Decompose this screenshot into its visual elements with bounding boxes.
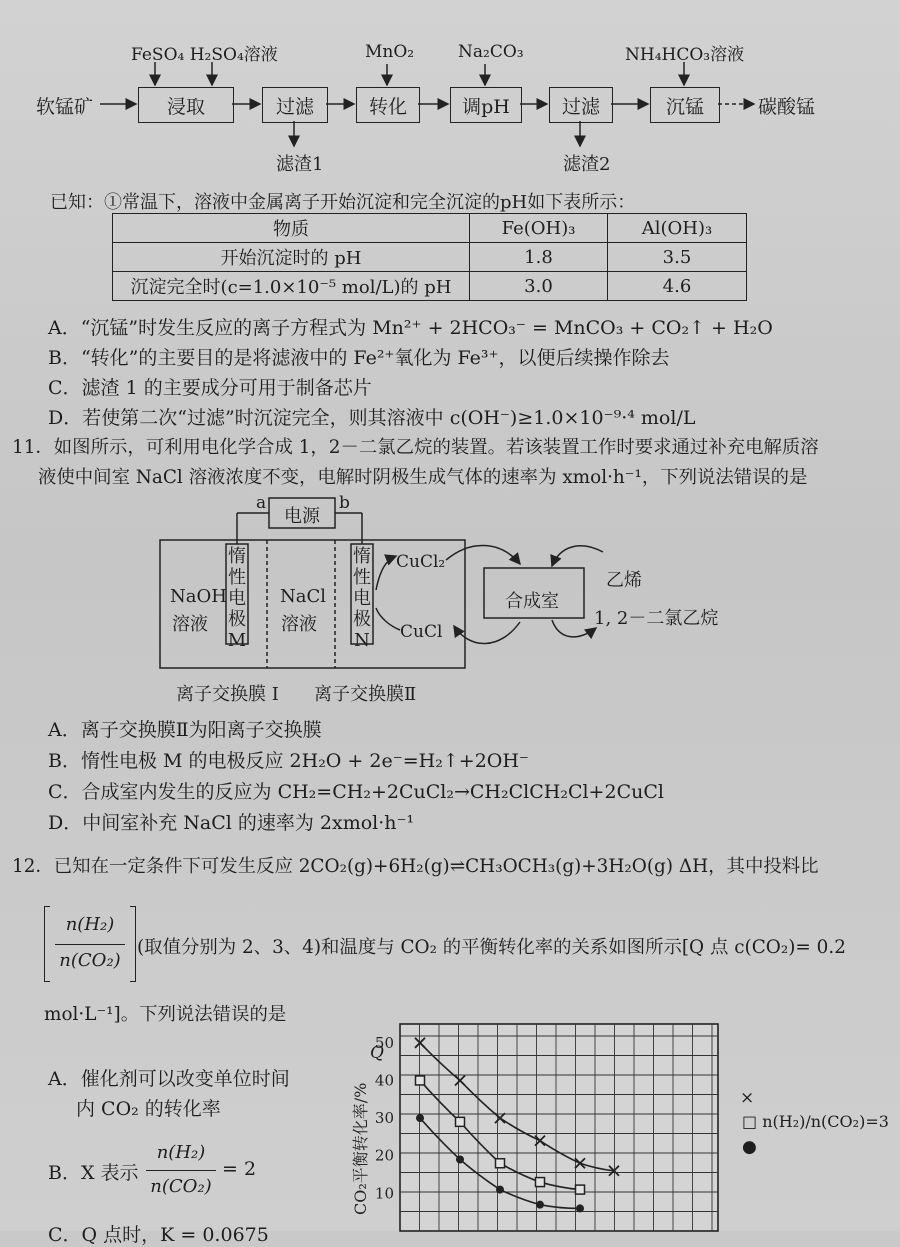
flow-step-label: 浸取 bbox=[166, 95, 205, 118]
q10-option-c: C．滤渣 1 的主要成分可用于制备芯片 bbox=[48, 377, 372, 399]
table-header-cell: Fe(OH)₃ bbox=[470, 214, 608, 243]
table-header-cell: Al(OH)₃ bbox=[608, 214, 747, 243]
legend-x: × bbox=[740, 1088, 755, 1108]
q10-option-a: A．“沉锰”时发生反应的离子方程式为 Mn²⁺ + 2HCO₃⁻ = MnCO₃ + CO₂↑ + H₂O bbox=[48, 317, 773, 339]
legend-dot: ● bbox=[742, 1137, 757, 1157]
data-point-dot bbox=[576, 1204, 584, 1212]
q12-option-b-prefix: B．X 表示 bbox=[48, 1162, 139, 1184]
data-point-square bbox=[456, 1117, 465, 1126]
flow-end: 碳酸锰 bbox=[758, 96, 816, 118]
table-cell: 沉淀完全时(c=1.0×10⁻⁵ mol/L)的 pH bbox=[113, 272, 470, 301]
reagent-precip: NH₄HCO₃溶液 bbox=[625, 45, 745, 65]
electrode-char: 电 bbox=[228, 588, 246, 609]
fraction-denominator: n(CO₂) bbox=[150, 1176, 212, 1197]
membrane-2-label: 离子交换膜Ⅱ bbox=[314, 684, 417, 705]
nacl-label-2: 溶液 bbox=[281, 614, 317, 635]
data-point-dot bbox=[456, 1155, 464, 1163]
table-cell: 3.0 bbox=[470, 272, 608, 301]
q12-option-b-suffix: = 2 bbox=[222, 1158, 257, 1180]
q11-stem-line2: 液使中间室 NaCl 溶液浓度不变，电解时阴极生成气体的速率为 xmol·h⁻¹，下列说法错误的是 bbox=[38, 467, 808, 488]
membrane-1-label: 离子交换膜 Ⅰ bbox=[176, 684, 279, 705]
q11-stem-line1: 11．如图所示，可利用电化学合成 1，2－二氯乙烷的装置。若该装置工作时要求通过补充电解质溶 bbox=[12, 437, 819, 458]
point-q-label: Q bbox=[370, 1043, 384, 1063]
electrode-char: 极 bbox=[353, 609, 371, 630]
y-tick-label: 40 bbox=[374, 1071, 394, 1090]
electrode-char: M bbox=[227, 630, 247, 651]
electrode-char: 惰 bbox=[353, 546, 371, 567]
data-point-square bbox=[576, 1185, 585, 1194]
data-point-square bbox=[496, 1159, 505, 1168]
ethylene-label: 乙烯 bbox=[606, 570, 642, 591]
data-point-dot bbox=[496, 1186, 504, 1194]
y-tick-label: 50 bbox=[374, 1033, 394, 1052]
table-cell: 开始沉淀时的 pH bbox=[113, 243, 470, 272]
cucl2-label: CuCl₂ bbox=[396, 552, 446, 572]
q11-option-c: C．合成室内发生的反应为 CH₂=CH₂+2CuCl₂→CH₂ClCH₂Cl+2CuCl bbox=[48, 781, 664, 803]
data-point-dot bbox=[416, 1114, 424, 1122]
q12-option-a-line2: 内 CO₂ 的转化率 bbox=[76, 1098, 221, 1120]
flow-step-label: 转化 bbox=[368, 95, 407, 118]
product-label: 1, 2－二氯乙烷 bbox=[594, 608, 719, 629]
data-point-square bbox=[536, 1178, 545, 1187]
electrode-char: 电 bbox=[353, 588, 371, 609]
q12-stem-line3: mol·L⁻¹]。下列说法错误的是 bbox=[44, 1004, 287, 1025]
q11-option-d: D．中间室补充 NaCl 的速率为 2xmol·h⁻¹ bbox=[48, 812, 415, 834]
y-tick-label: 10 bbox=[374, 1184, 394, 1203]
cucl-label: CuCl bbox=[400, 622, 443, 642]
reagent-leach: FeSO₄ H₂SO₄溶液 bbox=[131, 45, 278, 65]
ratio-numerator: n(H₂) bbox=[65, 914, 115, 935]
residue-2: 滤渣2 bbox=[563, 154, 611, 175]
terminal-b: b bbox=[339, 493, 350, 513]
q10-option-d: D．若使第二次“过滤”时沉淀完全，则其溶液中 c(OH⁻)≥1.0×10⁻⁹·⁴ mol/L bbox=[48, 407, 696, 429]
nacl-label: NaCl bbox=[280, 586, 327, 607]
residue-1: 滤渣1 bbox=[276, 154, 324, 175]
electrode-char: 极 bbox=[228, 609, 246, 630]
flow-step-label: 过滤 bbox=[561, 95, 600, 118]
reagent-convert: MnO₂ bbox=[365, 42, 415, 62]
q11-option-a: A．离子交换膜Ⅱ为阳离子交换膜 bbox=[48, 719, 322, 741]
q12-stem-line1: 12．已知在一定条件下可发生反应 2CO₂(g)+6H₂(g)⇌CH₃OCH₃(g)+3H₂O(g) ΔH，其中投料比 bbox=[12, 856, 819, 877]
flow-step-label: 沉锰 bbox=[665, 95, 704, 118]
q12-option-a-line1: A．催化剂可以改变单位时间 bbox=[48, 1068, 290, 1090]
terminal-a: a bbox=[256, 493, 267, 513]
ratio-denominator: n(CO₂) bbox=[59, 950, 121, 971]
data-point-dot bbox=[536, 1201, 544, 1209]
electrode-char: 性 bbox=[228, 567, 246, 588]
flow-step-label: 过滤 bbox=[275, 95, 314, 118]
y-tick-label: 30 bbox=[374, 1109, 394, 1128]
table-cell: 1.8 bbox=[470, 243, 608, 272]
fraction-numerator: n(H₂) bbox=[156, 1142, 206, 1163]
flow-step-label: 调pH bbox=[462, 95, 510, 118]
electrode-char: N bbox=[354, 630, 370, 651]
reagent-ph: Na₂CO₃ bbox=[458, 42, 524, 62]
table-cell: 3.5 bbox=[608, 243, 747, 272]
y-axis-label: CO₂平衡转化率/% bbox=[351, 1082, 370, 1215]
power-source-label: 电源 bbox=[284, 506, 320, 527]
q10-option-b: B．“转化”的主要目的是将滤液中的 Fe²⁺氧化为 Fe³⁺，以便后续操作除去 bbox=[48, 347, 670, 369]
naoh-label-2: 溶液 bbox=[172, 614, 208, 635]
electrode-char: 惰 bbox=[228, 546, 246, 567]
y-tick-label: 20 bbox=[374, 1146, 394, 1165]
q12-option-c-partial: C．Q 点时，K = 0.0675 bbox=[48, 1224, 269, 1246]
electrode-char: 性 bbox=[353, 567, 371, 588]
table-cell: 4.6 bbox=[608, 272, 747, 301]
synthesis-room-label: 合成室 bbox=[505, 591, 559, 612]
known-text: 已知：①常温下，溶液中金属离子开始沉淀和完全沉淀的pH如下表所示： bbox=[50, 192, 636, 213]
legend-ratio-3: □ n(H₂)/n(CO₂)=3 bbox=[742, 1112, 889, 1131]
data-point-square bbox=[416, 1076, 425, 1085]
table-header-cell: 物质 bbox=[113, 214, 470, 243]
q11-option-b: B．惰性电极 M 的电极反应 2H₂O + 2e⁻=H₂↑+2OH⁻ bbox=[48, 750, 529, 772]
naoh-label: NaOH bbox=[170, 586, 227, 607]
flow-start: 软锰矿 bbox=[36, 96, 94, 118]
q12-stem-line2: (取值分别为 2、3、4)和温度与 CO₂ 的平衡转化率的关系如图所示[Q 点 c(CO₂)= 0.2 bbox=[137, 937, 846, 958]
